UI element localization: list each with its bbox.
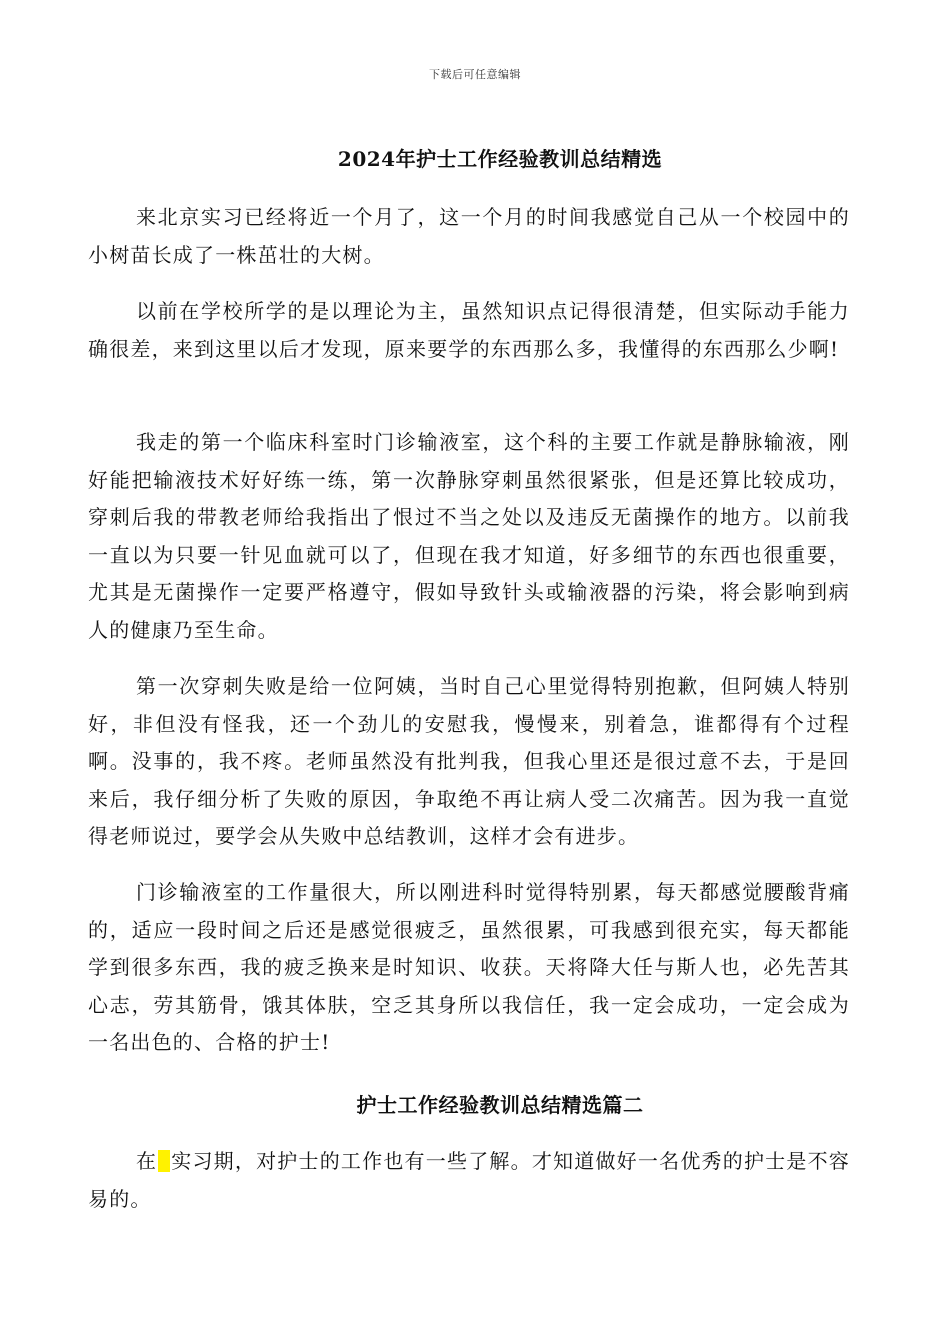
paragraph: 门诊输液室的工作量很大，所以刚进科时觉得特别累，每天都感觉腰酸背痛的，适应一段时间之后还是感觉很疲乏，虽然很累，可我感到很充实，每天都能学到很多东西，我的疲乏换来是时知识、收获。天将降大任与斯人也，必先苦其心志，劳其筋骨，饿其体肤，空乏其身所以我信任，我一定会成功，一定会成为一名出色的、合格的护士! [88, 880, 850, 1054]
paragraph [88, 1143, 850, 1218]
paragraph: 以前在学校所学的是以理论为主，虽然知识点记得很清楚，但实际动手能力确很差，来到这里以后才发现，原来要学的东西那么多，我懂得的东西那么少啊! [88, 299, 850, 361]
paragraph: 来北京实习已经将近一个月了，这一个月的时间我感觉自己从一个校园中的小树苗长成了一株茁壮的大树。 [88, 205, 850, 267]
highlight-mark [158, 1150, 170, 1172]
paragraph: 第一次穿刺失败是给一位阿姨，当时自己心里觉得特别抱歉，但阿姨人特别好，非但没有怪我，还一个劲儿的安慰我，慢慢来，别着急，谁都得有个过程啊。没事的，我不疼。老师虽然没有批判我，但我心里还是很过意不去，于是回来后，我仔细分析了失败的原因，争取绝不再让病人受二次痛苦。因为我一直觉得老师说过，要学会从失败中总结教训，这样才会有进步。 [88, 674, 850, 848]
document-title: 2024年护士工作经验教训总结精选 [337, 147, 663, 171]
paragraph-prefix: 在 [136, 1149, 158, 1173]
paragraph: 我走的第一个临床科室时门诊输液室，这个科的主要工作就是静脉输液，刚好能把输液技术好好练一练，第一次静脉穿刺虽然很紧张，但是还算比较成功，穿刺后我的带教老师给我指出了恨过不当之处以及违反无菌操作的地方。以前我一直以为只要一针见血就可以了，但现在我才知道，好多细节的东西也很重要，尤其是无菌操作一定要严格遵守，假如导致针头或输液器的污染，将会影响到病人的健康乃至生命。 [88, 430, 850, 642]
section-title: 护士工作经验教训总结精选篇二 [356, 1093, 644, 1117]
header-note: 下载后可任意编辑 [429, 68, 521, 81]
paragraph-rest: 实习期，对护士的工作也有一些了解。才知道做好一名优秀的护士是不容易的。 [88, 1149, 850, 1211]
